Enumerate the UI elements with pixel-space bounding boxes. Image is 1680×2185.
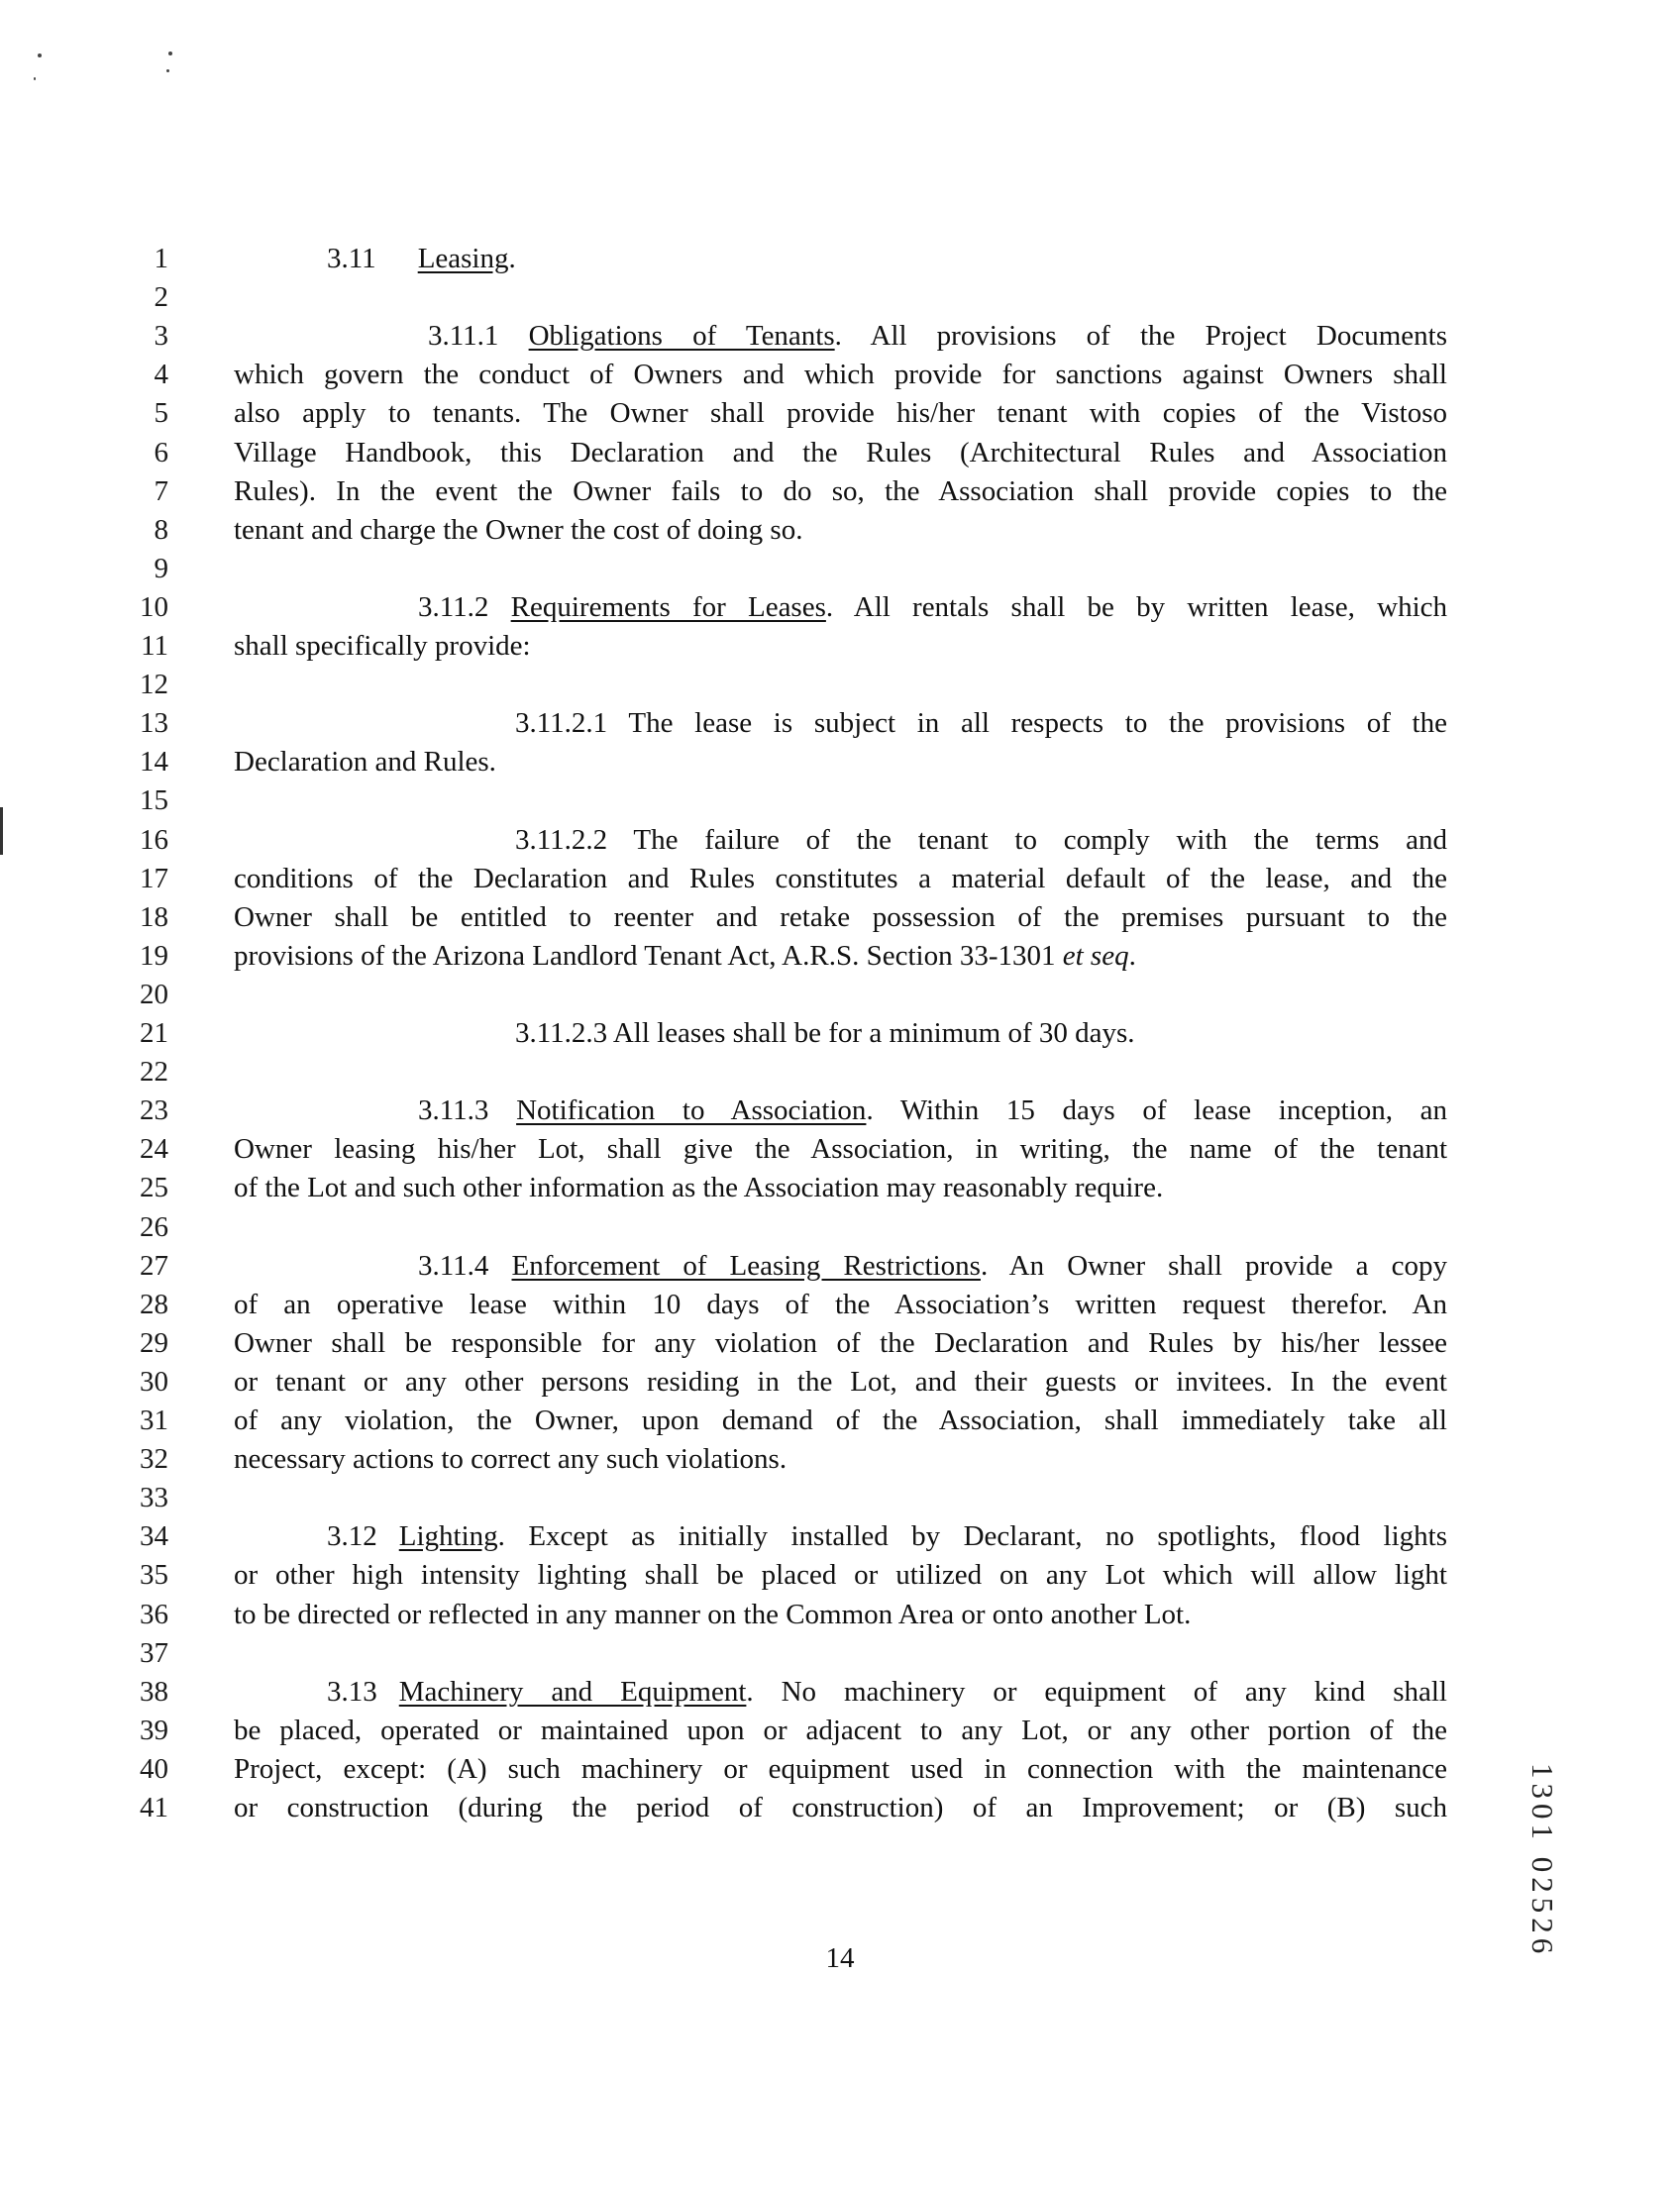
section-heading: Notification to Association [516,1094,867,1126]
section-heading: Obligations of Tenants [528,320,835,352]
line-number: 12 [140,669,168,700]
line-number: 19 [140,940,168,972]
page-number: 14 [825,1942,855,1974]
scan-speck [38,53,42,57]
line-number: 38 [140,1676,168,1708]
text-line [234,1130,1447,1169]
text-line [234,898,1447,937]
text-segment: . [508,243,516,274]
text-segment: of the Lot and such other information as the Association may reasonably require. [234,1172,1164,1203]
line-number: 15 [140,784,168,816]
section-heading: Lighting [398,1520,498,1552]
text-line [418,588,1447,627]
text-segment: or construction (during the period of construction) of an Improvement; or (B) such [234,1792,1447,1823]
line-number: 14 [140,746,168,778]
line-number: 33 [140,1482,168,1513]
section-heading: Leasing [417,243,509,274]
text-line [515,1014,1447,1053]
line-number: 23 [140,1094,168,1126]
text-segment: shall specifically provide: [234,630,531,662]
line-number: 16 [140,824,168,856]
text-line [327,1673,1447,1712]
text-segment: Owner shall be responsible for any violation of the Declaration and Rules by his/her lessee [234,1327,1447,1359]
text-segment: 3.11 [327,243,376,274]
text-segment: 3.11.2.3 All leases shall be for a minimum of 30 days. [515,1017,1135,1049]
text-line [428,317,1447,356]
text-line [327,240,1447,278]
text-segment: Declaration and Rules. [234,746,496,778]
line-number: 17 [140,863,168,894]
text-line [234,1169,1447,1207]
line-number: 29 [140,1327,168,1359]
text-segment: . [1128,940,1136,972]
text-line [234,1440,1447,1479]
text-segment: provisions of the Arizona Landlord Tenant Act, A.R.S. Section 33-1301 [234,940,1063,972]
line-number: 24 [140,1133,168,1165]
text-segment: or other high intensity lighting shall be placed or utilized on any Lot which will allow light [234,1559,1447,1591]
line-number: 3 [154,320,168,352]
text-segment: . No machinery or equipment of any kind shall [746,1676,1447,1708]
scan-speck [34,77,36,80]
line-number: 10 [140,591,168,623]
text-segment: Project, except: (A) such machinery or equipment used in connection with the maintenance [234,1753,1447,1785]
text-line [234,472,1447,511]
text-segment: or tenant or any other persons residing in the Lot, and their guests or invitees. In the event [234,1366,1447,1398]
scan-edge-mark [0,807,3,855]
scan-speck [168,52,172,55]
text-segment: . Except as initially installed by Declarant, no spotlights, flood lights [497,1520,1447,1552]
line-number: 34 [140,1520,168,1552]
text-line [515,821,1447,860]
line-number: 21 [140,1017,168,1049]
line-number: 37 [140,1637,168,1669]
text-segment: Owner leasing his/her Lot, shall give the Association, in writing, the name of the tenant [234,1133,1447,1165]
text-line [234,1789,1447,1827]
text-line [234,860,1447,898]
line-number: 6 [154,437,168,468]
text-segment: 3.13 [327,1676,377,1708]
text-line [234,1712,1447,1750]
line-number: 41 [140,1792,168,1823]
line-number: 30 [140,1366,168,1398]
line-number: 31 [140,1405,168,1436]
text-segment: Village Handbook, this Declaration and the Rules (Architectural Rules and Association [234,437,1447,468]
text-line [418,1092,1447,1130]
line-number: 32 [140,1443,168,1475]
text-segment: 3.11.4 [418,1250,512,1282]
text-segment: . All rentals shall be by written lease, which [825,591,1448,623]
text-segment: . An Owner shall provide a copy [980,1250,1447,1282]
line-number: 7 [154,475,168,507]
text-segment: 3.12 [327,1520,377,1552]
line-number: 8 [154,514,168,546]
text-line [234,356,1447,394]
text-line [327,1517,1447,1556]
text-line [234,1750,1447,1789]
line-number: 20 [140,979,168,1010]
line-number: 11 [141,630,168,662]
line-number: 1 [154,243,168,274]
text-segment: Rules). In the event the Owner fails to do so, the Association shall provide copies to the [234,475,1447,507]
text-line [234,1363,1447,1402]
line-number: 25 [140,1172,168,1203]
recording-number: 1301 02526 [1525,1763,1560,1959]
line-number: 13 [140,707,168,739]
text-segment: . Within 15 days of lease inception, an [866,1094,1447,1126]
line-number: 40 [140,1753,168,1785]
text-segment: conditions of the Declaration and Rules constitutes a material default of the lease, and the [234,863,1447,894]
line-number: 5 [154,397,168,429]
text-segment: necessary actions to correct any such violations. [234,1443,788,1475]
text-line [234,1286,1447,1324]
line-number: 26 [140,1211,168,1243]
section-heading: Enforcement of Leasing Restrictions [511,1250,981,1282]
section-heading: Requirements for Leases [510,591,826,623]
text-segment: . All provisions of the Project Documents [834,320,1447,352]
text-line [234,1402,1447,1440]
line-number: 36 [140,1599,168,1630]
text-line [234,937,1447,976]
text-segment: tenant and charge the Owner the cost of doing so. [234,514,803,546]
text-segment: 3.11.2.1 The lease is subject in all respects to the provisions of the [515,707,1447,739]
text-line [234,511,1447,550]
line-number: 22 [140,1056,168,1088]
text-segment: 3.11.2.2 The failure of the tenant to comply with the terms and [515,824,1447,856]
text-segment: to be directed or reflected in any manner on the Common Area or onto another Lot. [234,1599,1192,1630]
line-number: 4 [154,359,168,390]
text-line [234,1324,1447,1363]
scan-speck [166,69,169,72]
text-segment: 3.11.2 [418,591,511,623]
text-segment: 3.11.3 [418,1094,517,1126]
text-segment: also apply to tenants. The Owner shall provide his/her tenant with copies of the Vistoso [234,397,1447,429]
text-line [234,434,1447,472]
text-line [234,394,1447,433]
line-number: 18 [140,901,168,933]
text-line [234,743,1447,781]
text-segment: 3.11.1 [428,320,529,352]
text-line [515,704,1447,743]
text-line [234,627,1447,666]
text-line [234,1556,1447,1595]
line-number: 35 [140,1559,168,1591]
line-number: 2 [154,281,168,313]
text-segment: Owner shall be entitled to reenter and retake possession of the premises pursuant to the [234,901,1447,933]
text-segment: of any violation, the Owner, upon demand of the Association, shall immediately take all [234,1405,1447,1436]
text-segment: of an operative lease within 10 days of the Association’s written request therefor. An [234,1289,1447,1320]
text-line [418,1247,1447,1286]
line-number: 27 [140,1250,168,1282]
line-number: 28 [140,1289,168,1320]
text-line [234,1596,1447,1634]
line-number: 9 [154,553,168,584]
text-segment: be placed, operated or maintained upon or adjacent to any Lot, or any other portion of the [234,1715,1447,1746]
text-segment: which govern the conduct of Owners and which provide for sanctions against Owners shall [234,359,1447,390]
line-number: 39 [140,1715,168,1746]
section-heading: Machinery and Equipment [398,1676,747,1708]
italic-text: et seq [1062,940,1129,972]
